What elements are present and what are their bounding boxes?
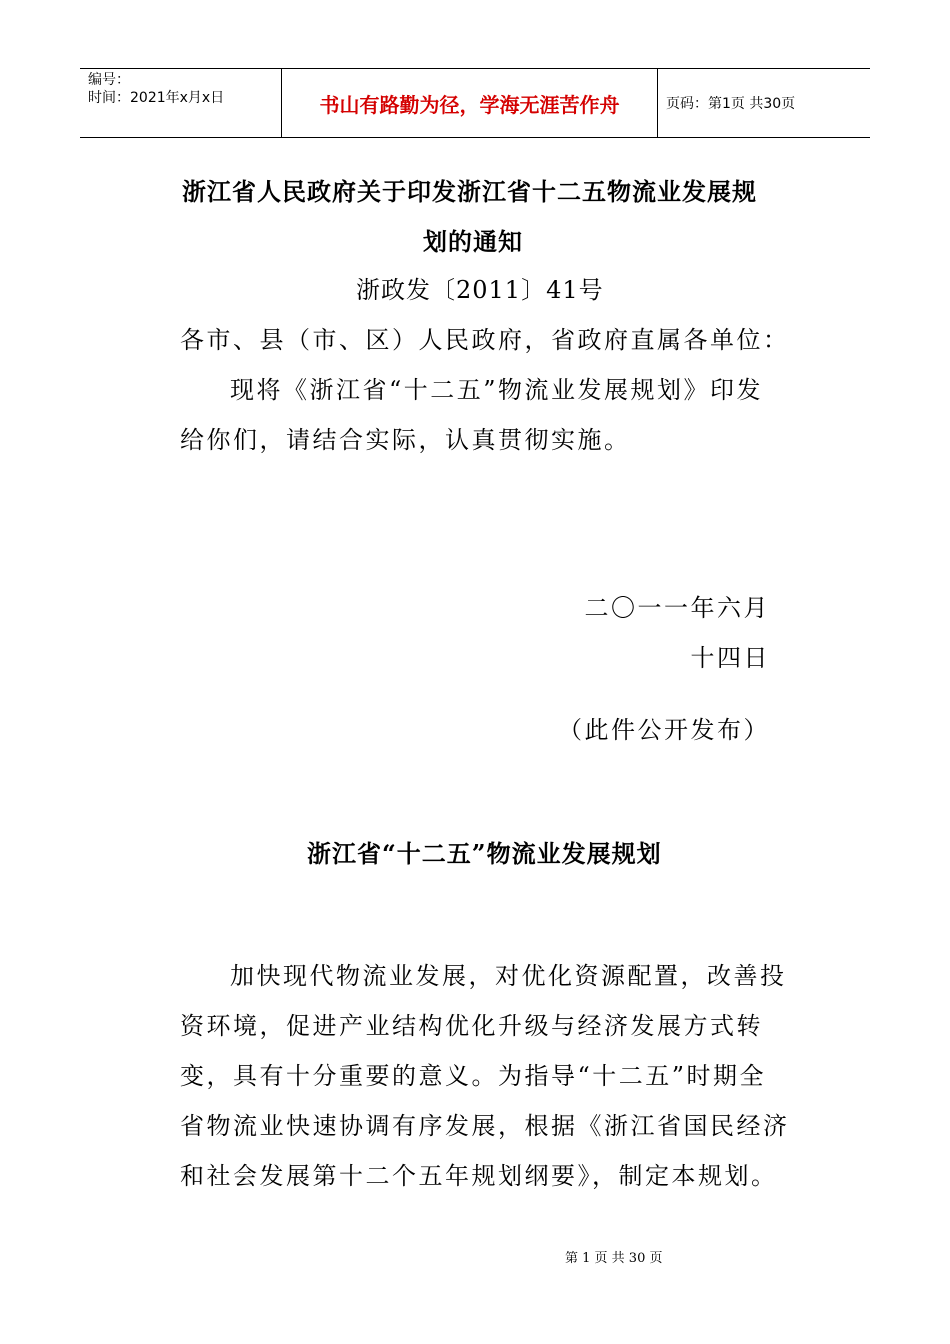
motto-text: 书山有路勤为径，学海无涯苦作舟 — [319, 92, 620, 117]
date-line2: 十四日 — [690, 644, 770, 672]
notice-title-line2: 划的通知 — [423, 227, 523, 256]
plan-para-line: 和社会发展第十二个五年规划纲要》，制定本规划。 — [180, 1162, 778, 1190]
plan-title: 浙江省“十二五”物流业发展规划 — [307, 839, 662, 868]
header-table — [80, 68, 870, 138]
page-info-cell — [658, 69, 870, 137]
publish-note: （此件公开发布） — [558, 716, 770, 744]
addressee: 各市、县（市、区）人民政府，省政府直属各单位： — [180, 326, 790, 354]
plan-para-line: 省物流业快速协调有序发展，根据《浙江省国民经济 — [180, 1112, 790, 1140]
doc-number: 浙政发〔2011〕41号 — [356, 276, 604, 304]
notice-title-line1: 浙江省人民政府关于印发浙江省十二五物流业发展规 — [182, 177, 757, 206]
number-label: 编号： — [88, 72, 130, 88]
notice-body-line2: 给你们，请结合实际，认真贯彻实施。 — [180, 426, 631, 454]
footer-page-number: 第 1 页 共 30 页 — [565, 1251, 663, 1266]
page-info-text: 页码：第1页 共30页 — [666, 96, 796, 112]
plan-para-line: 加快现代物流业发展，对优化资源配置，改善投 — [230, 962, 787, 990]
date-line1: 二〇一一年六月 — [584, 594, 770, 622]
header-meta-cell — [80, 69, 282, 137]
plan-para-line: 资环境，促进产业结构优化升级与经济发展方式转 — [180, 1012, 763, 1040]
time-label: 时间：2021年x月x日 — [88, 90, 225, 106]
notice-body-line1: 现将《浙江省“十二五”物流业发展规划》印发 — [230, 376, 764, 404]
motto-cell — [282, 69, 658, 137]
plan-para-line: 变，具有十分重要的意义。为指导“十二五”时期全 — [180, 1062, 767, 1090]
